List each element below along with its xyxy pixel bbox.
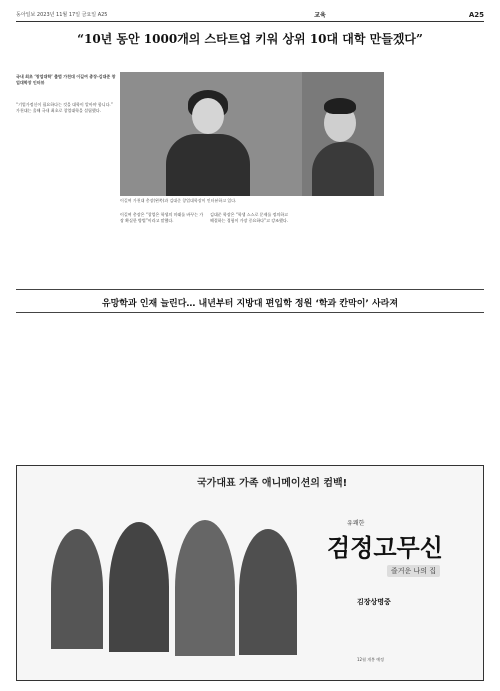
face bbox=[192, 98, 224, 134]
shoulders bbox=[312, 142, 374, 196]
masthead-left: 동아일보 2023년 11월 17일 금요일 A25 bbox=[16, 12, 108, 18]
masthead bbox=[16, 8, 484, 22]
right-column bbox=[392, 74, 484, 280]
lower-article-column-2 bbox=[126, 318, 234, 458]
lower-article-column-4 bbox=[346, 318, 484, 458]
ad-figure bbox=[51, 529, 103, 649]
ad-figure bbox=[109, 522, 169, 652]
hair bbox=[324, 98, 356, 114]
article-column-2: 이길여 총장은 “창업은 학생의 미래를 바꾸는 가장 확실한 방법”이라고 말했다. bbox=[120, 212, 204, 223]
ad-figure bbox=[175, 520, 235, 656]
article-column-1: “기업가정신이 필요하다는 것을 대학이 알아야 합니다.” 가천대는 올해 국내 최초로 창업대학을 설립했다. bbox=[16, 102, 113, 113]
ad-bottom: 12월 개봉 예정 bbox=[357, 657, 384, 662]
shoulders bbox=[166, 134, 250, 196]
page-number: A25 bbox=[468, 10, 484, 19]
intro-text: 국내 최초 ‘창업대학’ 출범 가천대 이길여 총장-김대준 창업대학장 인터뷰 bbox=[16, 74, 116, 85]
ad-block bbox=[16, 465, 484, 681]
ad-figure bbox=[239, 529, 297, 655]
photo-caption: 이길여 가천대 총장(왼쪽)과 김대준 창업대학장이 인터뷰하고 있다. bbox=[120, 198, 237, 203]
photo-right bbox=[302, 72, 384, 196]
lower-article-column-3 bbox=[236, 318, 344, 458]
ad-author: 김장상명중 bbox=[357, 598, 391, 606]
headline: “10년 동안 1000개의 스타트업 키워 상위 10대 대학 만들겠다” bbox=[77, 32, 423, 46]
article-column-3: 김대준 학장은 “학생 스스로 문제를 정의하고 해결하는 경험이 가장 중요하다”고 강조했다. bbox=[210, 212, 288, 223]
subheadline-bar bbox=[16, 289, 484, 313]
ad-title: 국가대표 가족 애니메이션의 컴백! bbox=[197, 478, 348, 489]
subheadline: 유망학과 인재 늘린다… 내년부터 지방대 편입학 정원 ‘학과 칸막이’ 사라져 bbox=[101, 299, 399, 309]
section-label: 교육 bbox=[314, 12, 326, 19]
ad-subtitle: 즐거운 나의 집 bbox=[387, 565, 440, 577]
ad-name: 검정고무신 bbox=[327, 534, 443, 562]
photo-left bbox=[120, 72, 302, 196]
lower-article-column-1 bbox=[16, 318, 124, 458]
ad-name-top: 유쾌한 bbox=[347, 520, 365, 527]
